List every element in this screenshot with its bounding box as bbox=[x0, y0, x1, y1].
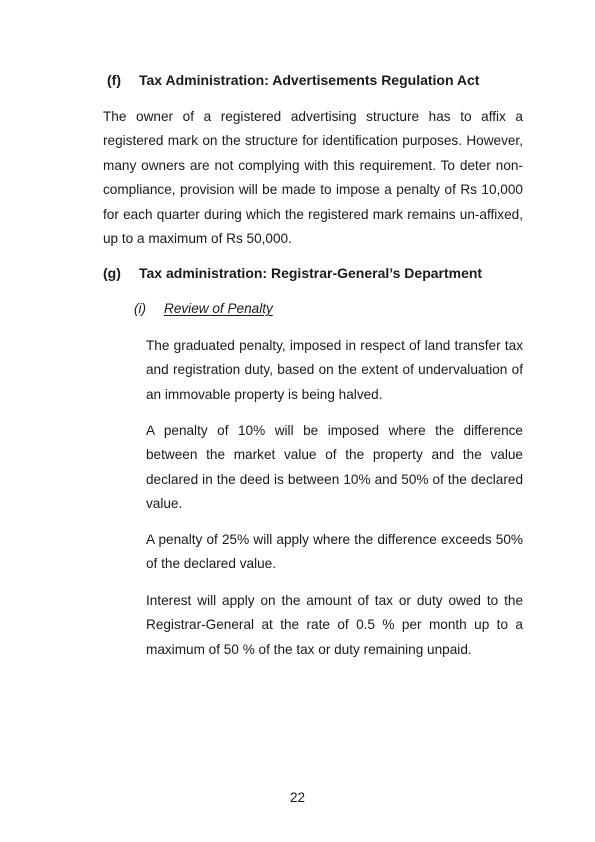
subsection-paragraph-2: A penalty of 10% will be imposed where the difference between the market value of the property and the value declared in the deed is between 10% and 50% of the declared value. bbox=[146, 423, 523, 512]
section-g-heading bbox=[103, 265, 483, 281]
subsection-paragraph-4: Interest will apply on the amount of tax or duty owed to the Registrar-General at the rate of 0.5 % per month up to a maximum of 50 % of the tax or duty remaining unpaid. bbox=[146, 593, 523, 657]
section-g-number: (g) bbox=[103, 265, 121, 281]
section-f-number: (f) bbox=[107, 72, 121, 88]
subsection-i-number: (i) bbox=[134, 301, 147, 316]
section-f-title: Tax Administration: Advertisements Regulation Act bbox=[139, 72, 480, 88]
subsection-i-title: Review of Penalty bbox=[164, 301, 273, 316]
section-f-heading bbox=[107, 72, 480, 88]
subsection-paragraph-3: A penalty of 25% will apply where the difference exceeds 50% of the declared value. bbox=[146, 532, 523, 572]
section-f-paragraph: The owner of a registered advertising structure has to affix a registered mark on the structure for identification purposes. However, many owners are not complying with this requirement. To deter non-compliance, provision will be made to impose a penalty of Rs 10,000 for each quarter during which the registered mark remains un-affixed, up to a maximum of Rs 50,000. bbox=[103, 109, 523, 247]
section-g-title: Tax administration: Registrar-General’s Department bbox=[139, 265, 483, 281]
subsection-paragraph-1: The graduated penalty, imposed in respect of land transfer tax and registration duty, based on the extent of undervaluation of an immovable property is being halved. bbox=[146, 338, 523, 402]
subsection-i-heading bbox=[134, 301, 273, 317]
page-number: 22 bbox=[289, 790, 306, 805]
